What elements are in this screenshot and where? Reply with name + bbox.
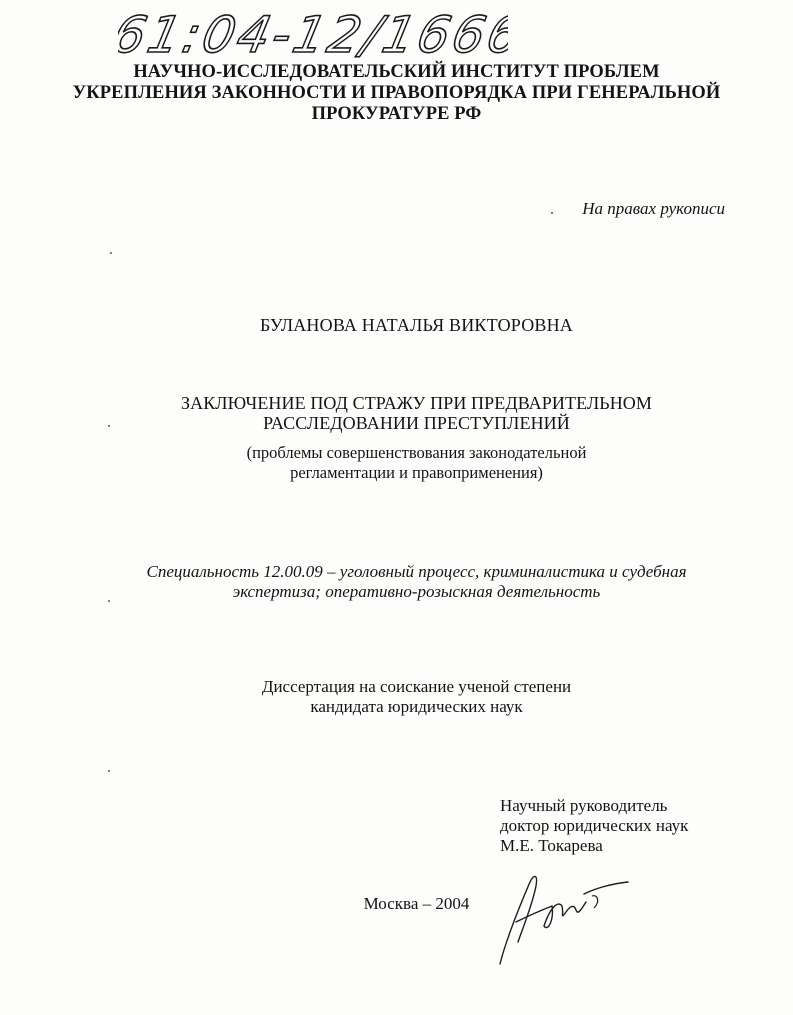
institution-line-1: НАУЧНО-ИССЛЕДОВАТЕЛЬСКИЙ ИНСТИТУТ ПРОБЛЕМ [133, 62, 660, 82]
scan-speck [110, 252, 112, 254]
thesis-subtitle [20, 443, 793, 483]
subtitle-line-2: регламентации и правоприменения) [290, 463, 543, 482]
author-name: БУЛАНОВА НАТАЛЬЯ ВИКТОРОВНА [260, 315, 573, 335]
advisor-line-2: доктор юридических наук [500, 816, 689, 835]
title-line-1: ЗАКЛЮЧЕНИЕ ПОД СТРАЖУ ПРИ ПРЕДВАРИТЕЛЬНОМ [180, 393, 652, 413]
handwritten-catalog-number [118, 6, 508, 64]
dissertation-line-1: Диссертация на соискание ученой степени [261, 677, 572, 696]
handwritten-number-text: 61:04-12/1666 [118, 6, 508, 64]
scan-speck [108, 425, 110, 427]
scientific-advisor [500, 796, 688, 856]
scan-speck [108, 600, 110, 602]
specialty-line-1: Специальность 12.00.09 – уголовный процесс, криминалистика и судебная [146, 562, 687, 581]
scan-speck [108, 770, 110, 772]
signature [488, 860, 638, 970]
institution-header [0, 62, 793, 125]
title-line-2: РАССЛЕДОВАНИИ ПРЕСТУПЛЕНИЙ [263, 413, 570, 433]
specialty-line-2: экспертиза; оперативно-розыскная деятельность [232, 582, 601, 601]
subtitle-line-1: (проблемы совершенствования законодательной [246, 443, 587, 462]
dissertation-line-2: кандидата юридических наук [310, 697, 523, 716]
thesis-title [20, 393, 793, 433]
advisor-line-1: Научный руководитель [500, 796, 668, 815]
specialty [20, 562, 793, 602]
rights-note: На правах рукописи [582, 199, 725, 218]
scan-speck [551, 212, 553, 214]
city-year: Москва – 2004 [363, 894, 470, 913]
institution-line-2: УКРЕПЛЕНИЯ ЗАКОННОСТИ И ПРАВОПОРЯДКА ПРИ ГЕНЕРАЛЬНОЙ [72, 83, 721, 103]
institution-line-3: ПРОКУРАТУРЕ РФ [311, 104, 482, 124]
advisor-line-3: М.Е. Токарева [500, 836, 603, 855]
dissertation-degree [20, 677, 793, 717]
